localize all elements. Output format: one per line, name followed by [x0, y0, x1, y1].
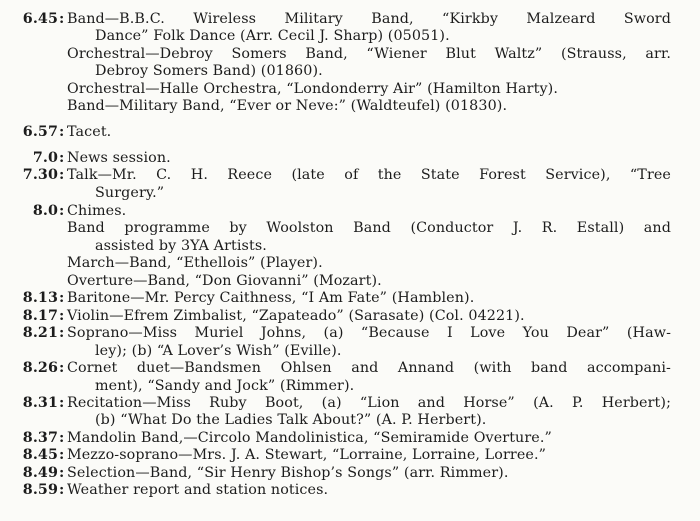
- entry-text: Soprano—Miss Muriel Johns, (a) “Because I Love You Dear” (Haw-: [67, 325, 671, 341]
- entry-text: Tacet.: [67, 124, 112, 140]
- entry-time: 6.57: [22, 124, 58, 140]
- entry-text: Mandolin Band,—Circolo Mandolinistica, “Semiramide Overture.”: [67, 430, 552, 446]
- entry-text: Band—B.B.C. Wireless Military Band, “Kirkby Malzeard Sword: [67, 11, 671, 27]
- entry-time: 8.13: [22, 290, 58, 306]
- entry-text: Debroy Somers Band) (01860).: [95, 63, 323, 79]
- entry-time: 8.0: [32, 203, 58, 219]
- entry-text: Recitation—Miss Ruby Boot, (a) “Lion and Horse” (A. P. Herbert);: [67, 395, 671, 411]
- entry-time: 7.0: [32, 150, 58, 166]
- entry-text: Talk—Mr. C. H. Reece (late of the State Forest Service), “Tree: [67, 167, 671, 183]
- entry-text: Cornet duet—Bandsmen Ohlsen and Annand (with band accompani-: [67, 360, 671, 376]
- entry-text: assisted by 3YA Artists.: [95, 238, 267, 254]
- entry-time: 8.37: [22, 430, 58, 446]
- entry-text: Weather report and station notices.: [67, 482, 329, 498]
- entry-text: Chimes.: [67, 203, 127, 219]
- entry-time: 8.59: [22, 482, 58, 498]
- entry-text: Band—Military Band, “Ever or Neve:” (Waldteufel) (01830).: [67, 98, 508, 114]
- entry-text: Dance” Folk Dance (Arr. Cecil J. Sharp) (05051).: [95, 28, 450, 44]
- programme-page: 6.45 : Band—B.B.C. Wireless Military Band, “Kirkby Malzeard Sword Dance” Folk Dance (Arr. Cecil J. Sharp) (05051). Orchestral—Debroy Somers Band, “Wiener Blut Waltz” (Strauss, arr. Debroy Somers Band) (01860). Orchestral—Halle Orchestra, “Londonderry Air” (Hamilton Harty). Band—Military Band, “Ever or Neve:” (Waldteufel) (01830). 6.57 : Tacet. 7.0 : News session. 7.30 : Talk—Mr. C. H. Reece (late of the State Forest Service), “Tree Surgery.” 8.0 : Chimes. Band programme by Woolston Band (Conductor J. R. Estall) and assisted by 3YA Artists. March—Band, “Ethellois” (Player). Overture—Band, “Don Giovanni” (Mozart). 8.13 : Baritone—Mr. Percy Caithness, “I Am Fate” (Hamblen). 8.17 : Violin—Efrem Zimbalist, “Zapateado” (Sarasate) (Col. 04221). 8.21 : Soprano—Miss Muriel Johns, (a) “Because I Love You Dear” (Haw- ley); (b) “A Lover’s Wish” (Eville). 8.26 : Cornet duet—Bandsmen Ohlsen and Annand (with band accompani- ment), “Sandy and Jock” (Rimmer). 8.31 : Recitation—Miss Ruby Boot, (a) “Lion and Horse” (A. P. Herbert); (b) “What Do the Ladies Talk About?” (A. P. Herbert). 8.37 : Mandolin Band,—Circolo Mandolinistica, “Semiramide Overture.” 8.45 : Mezzo-soprano—Mrs. J. A. Stewart, “Lorraine, Lorraine, Lorree.” 8.49 : Selection—Band, “Sir Henry Bishop’s Songs” (arr. Rimmer). 8.59 : Weather report and station notices.: [0, 0, 700, 521]
- entry-text: News session.: [67, 150, 171, 166]
- entry-text: Surgery.”: [95, 185, 165, 201]
- entry-time: 7.30: [22, 167, 58, 183]
- entry-text: March—Band, “Ethellois” (Player).: [67, 255, 323, 271]
- entry-text: ley); (b) “A Lover’s Wish” (Eville).: [95, 343, 342, 359]
- entry-time: 8.49: [22, 465, 58, 481]
- entry-text: Orchestral—Debroy Somers Band, “Wiener Blut Waltz” (Strauss, arr.: [67, 46, 671, 62]
- entry-time: 8.31: [22, 395, 58, 411]
- entry-text: Violin—Efrem Zimbalist, “Zapateado” (Sarasate) (Col. 04221).: [67, 308, 525, 324]
- entry-text: Baritone—Mr. Percy Caithness, “I Am Fate” (Hamblen).: [67, 290, 475, 306]
- entry-time: 8.21: [22, 325, 58, 341]
- entry-text: Overture—Band, “Don Giovanni” (Mozart).: [67, 273, 382, 289]
- entry-time: 8.45: [22, 447, 58, 463]
- entry-time: 8.26: [22, 360, 58, 376]
- entry-text: Mezzo-soprano—Mrs. J. A. Stewart, “Lorraine, Lorraine, Lorree.”: [67, 447, 547, 463]
- entry-text: Band programme by Woolston Band (Conductor J. R. Estall) and: [67, 220, 671, 236]
- entry-text: Orchestral—Halle Orchestra, “Londonderry Air” (Hamilton Harty).: [67, 81, 558, 97]
- entry-text: Selection—Band, “Sir Henry Bishop’s Songs” (arr. Rimmer).: [67, 465, 509, 481]
- entry-time: 6.45: [22, 11, 58, 27]
- entry-text: (b) “What Do the Ladies Talk About?” (A. P. Herbert).: [95, 412, 487, 428]
- entry-text: ment), “Sandy and Jock” (Rimmer).: [95, 378, 355, 394]
- entry-time: 8.17: [22, 308, 58, 324]
